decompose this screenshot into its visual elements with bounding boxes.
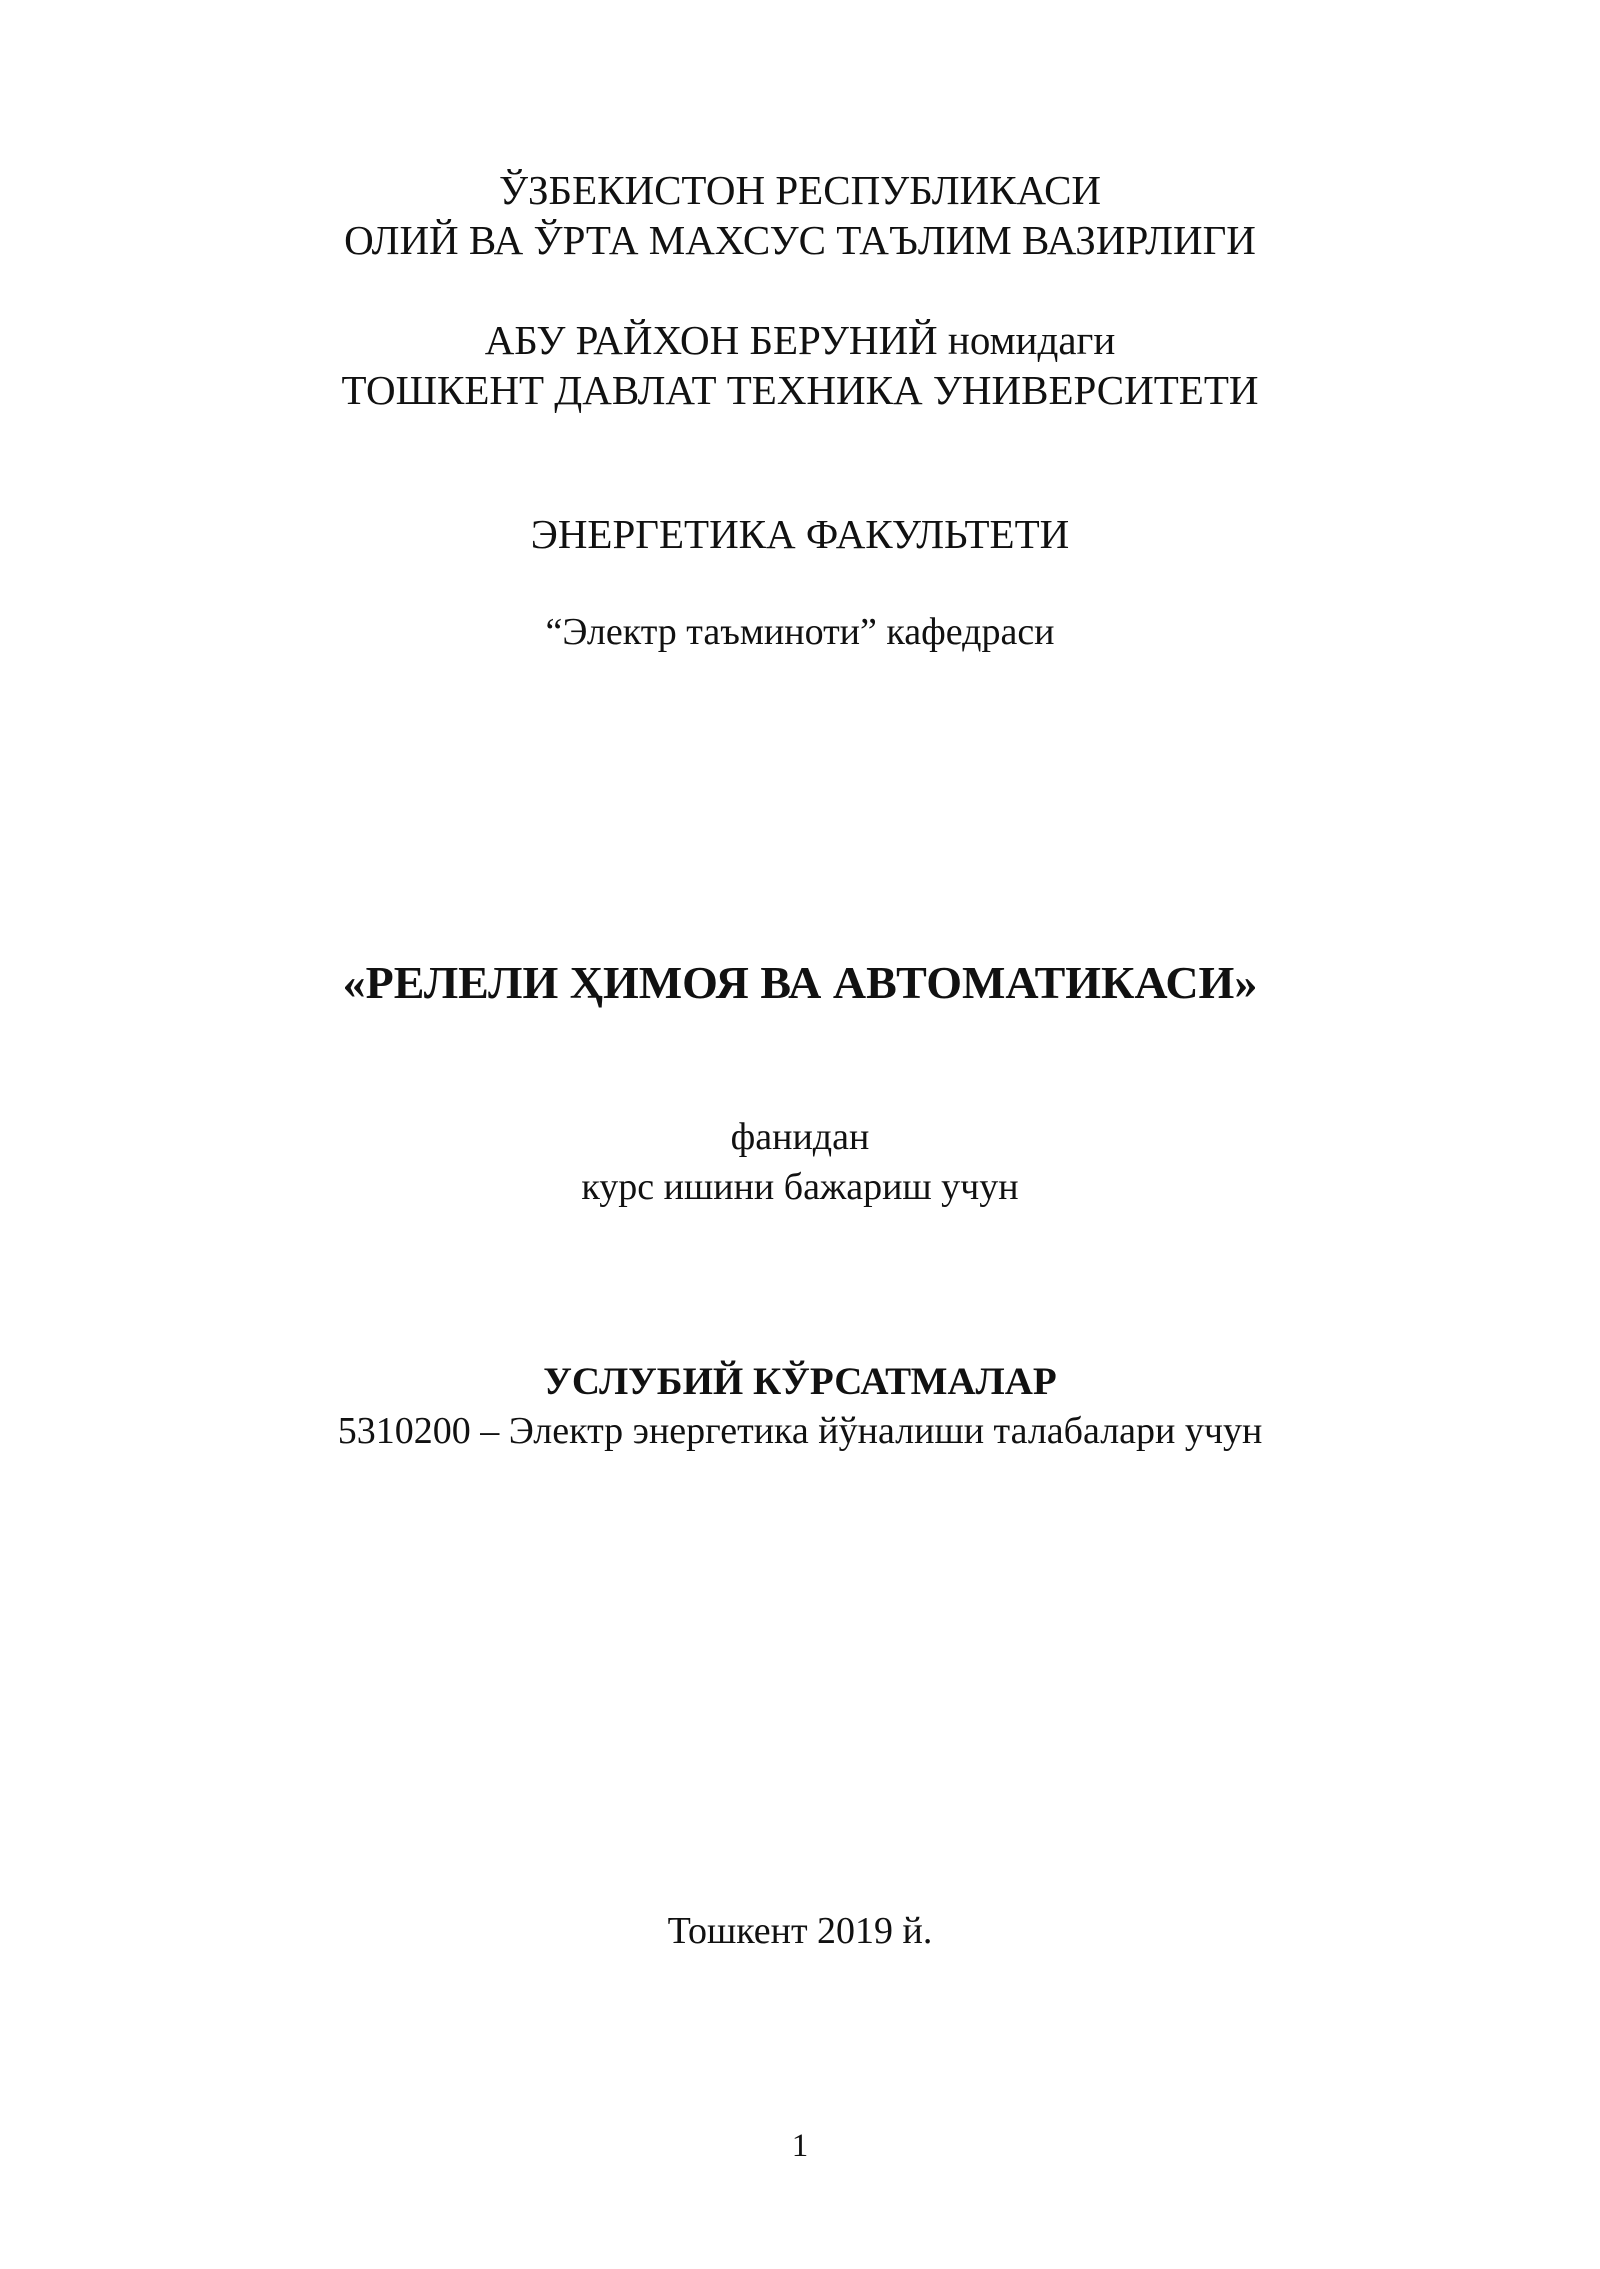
document-type: УСЛУБИЙ КЎРСАТМАЛАР: [543, 1360, 1057, 1403]
republic-heading: ЎЗБЕКИСТОН РЕСПУБЛИКАСИ: [498, 167, 1102, 213]
university-line-1: [0, 317, 1600, 363]
subject-title: «РЕЛЕЛИ ҲИМОЯ ВА АВТОМАТИКАСИ»: [342, 957, 1258, 1008]
university-name: АБУ РАЙХОН БЕРУНИЙ: [484, 317, 938, 363]
audience-line: 5310200 – Электр энергетика йўналиши талабалари учун: [337, 1410, 1263, 1452]
subject-suffix: фанидан: [730, 1116, 870, 1158]
place-year: Тошкент 2019 й.: [667, 1910, 933, 1952]
university-line-2: ТОШКЕНТ ДАВЛАТ ТЕХНИКА УНИВЕРСИТЕТИ: [341, 367, 1259, 413]
department-heading: “Электр таъминоти” кафедраси: [545, 611, 1055, 653]
purpose-line: курс ишини бажариш учун: [581, 1166, 1019, 1208]
university-named-word: номидаги: [947, 317, 1116, 363]
page-number: 1: [791, 2128, 809, 2164]
faculty-heading: ЭНЕРГЕТИКА ФАКУЛЬТЕТИ: [530, 511, 1070, 557]
ministry-heading: ОЛИЙ ВА ЎРТА МАХСУС ТАЪЛИМ ВАЗИРЛИГИ: [344, 217, 1256, 263]
